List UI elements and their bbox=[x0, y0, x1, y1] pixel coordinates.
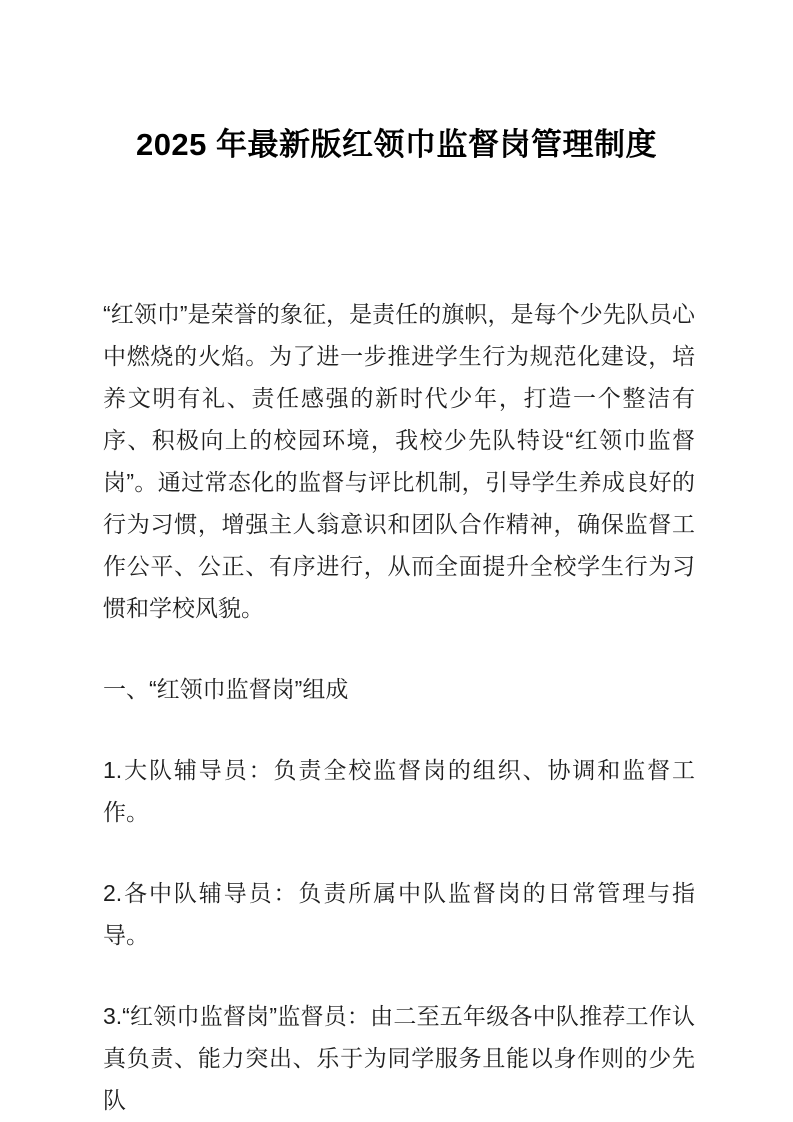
section-heading: 一、“红领巾监督岗”组成 bbox=[103, 676, 349, 702]
intro-paragraph: “红领巾”是荣誉的象征，是责任的旗帜，是每个少先队员心中燃烧的火焰。为了进一步推进学生行为规范化建设，培养文明有礼、责任感强的新时代少年，打造一个整洁有序、积极向上的校园环境，我校少先队特设“红领巾监督岗”。通过常态化的监督与评比机制，引导学生养成良好的行为习惯，增强主人翁意识和团队合作精神，确保监督工作公平、公正、有序进行，从而全面提升全校学生行为习惯和学校风貌。 bbox=[103, 301, 695, 621]
document-title: 2025 年最新版红领巾监督岗管理制度 bbox=[135, 127, 658, 162]
document-body bbox=[103, 293, 695, 1121]
list-item-2: 2.各中队辅导员：负责所属中队监督岗的日常管理与指导。 bbox=[103, 880, 695, 948]
list-item-1: 1.大队辅导员：负责全校监督岗的组织、协调和监督工作。 bbox=[103, 757, 695, 825]
list-item-3: 3.“红领巾监督岗”监督员：由二至五年级各中队推荐工作认真负责、能力突出、乐于为同学服务且能以身作则的少先队 bbox=[103, 1003, 695, 1113]
